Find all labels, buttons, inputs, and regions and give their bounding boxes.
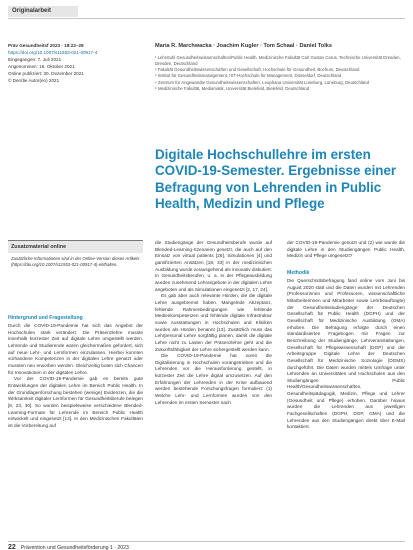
affiliation: ⁴ Zentrum für Angewandte Gesundheitswissenschaften, Leuphana Universität Lüneburg, Lüneburg, Deutschland [155,79,369,85]
online-date: Online publiziert: 30. Dezember 2021 [8,70,84,76]
paragraph: Durch die COVID-19-Pandemie hat sich das Angebot der Hochschulen stark verändert. Die Präsenzlehre musste innerhalb kürzester Zeit auf digitale Lehre umgestellt werden. Lehrende und Studierende waren gleichermaßen gefordert, sich auf neue Lehr- und Lernformen einzulassen. Hierbei konnten vorhandene Kompetenzen in der digitalen Lehre genutzt oder mussten neu erworben werden. Gleichzeitig boten sich Chancen für Innovationen in der digitalen Lehre. [8,323,143,375]
section-heading-background: Hintergrund und Fragestellung [8,315,83,321]
journal-issue: Prävention und Gesundheitsförderung 1 · 2023 [20,544,129,550]
affiliations [155,55,405,92]
paragraph: die Studiengänge der Gesundheitsberufe wurde auf Blended-Learning-Szenarien gesetzt, die auch auf den Einsatz von virtual patients [28], Simulationen [4] und gamifizierten Ansätzen [18, 33] in der medizinischen Ausbildung wurde vorausgehend als innovativ diskutiert. In Gesundheitsberufen, u. a. in der Pflegeausbildung wurden zunehmend Lehrangebote in der digitalen Lehre angeboten und als Simulationen eingesetzt [2, 17, 24]. [155,240,272,292]
affiliation: ² Fakultät Gesundheitswissenschaften und Gesellschaft, Hochschule für Gesundheit, Bochum, Deutschland [155,67,360,73]
column-3 [287,240,405,431]
article-metadata [8,43,133,84]
column-2 [155,240,272,406]
affiliation: ¹ Lehrstuhl Gesundheitswissenschaften/Public Health, Medizinische Fakultät Carl Gustav Carus, Technische Universität Dresden, Dresden, Deutschland [155,55,401,67]
article-type-tag: Originalarbeit [8,6,78,17]
journal-citation: Präv Gesundheitsf 2023 · 18:22–29 [8,43,84,48]
paragraph: Die COVID-19-Pandemie hat somit die Digitalisierung in Hochschulen vorangetrieben und die Lehrenden vor die Herausforderung gestellt, in kürzester Zeit die Lehre digital umzusetzen. Auf den Erfahrungen der Lehrenden in der Krise aufbauend werden bestehende Forschungsfragen formuliert: (1) Welche Lehr- und Lernformen wurden von den Lehrenden im ersten Semester nach [155,353,272,405]
copyright: © Der/die Autor(en) 2021 [8,77,60,83]
header-divider [8,18,405,19]
affiliation: ⁵ Medizinische Fakultät, Mediamatik, Universität Bielefeld, Bielefeld, Deutschland [155,85,310,91]
author-list: Maria R. Marchwacka · Joachim Kugler · Tom Schaal · Daniel Tolks [155,43,332,49]
supplementary-heading: Zusatzmaterial online [8,241,143,253]
doi-link[interactable]: https://doi.org/10.1007/s11553-021-00917-4 [8,49,98,55]
affiliation: ³ Institut für Gesundheitsmanagement, IST-Hochschule für Management, Düsseldorf, Deutschland [155,73,342,79]
page-footer [8,541,405,550]
section-heading-methods: Methodik [287,269,310,276]
column-1 [8,314,143,430]
page-number: 22 [8,544,16,550]
article-title: Digitale Hochschullehre im ersten COVID-19-Semester. Ergebnisse einer Befragung von Lehrenden in Public Health, Medizin und Pflege [155,147,397,212]
supplementary-box [8,240,143,268]
paragraph: Die Querschnittsbefragung fand online vom Juni bis August 2020 statt und die Daten wurden mit Lehrenden (Professorinnen und Professoren, wissenschaftliche Mitarbeiterinnen und Mitarbeiter sowie Lehrbeauftragte) der Gesundheitsstudiengänge der Deutschen Gesellschaft für Public Health (DGPH) und der Gesellschaft für Medizinische Ausbildung (GMA) erhoben. Die Befragung erfolgte durch einen standardisierten Fragebogen mit Fragen zur Beschreibung der Studiengänge, Lehrveranstaltungen, Gesellschaft für Pflegewissenschaft (DGP) und der Arbeitsgruppe Digitale Lehre der Deutschen Gesellschaft für Medizinische Soziologie (DGMS) durchgeführt. Die Daten wurden mittels Umfrage unter Lehrenden an Universitäten und Hochschulen aus den Studiengängen Public Health/Gesundheitswissenschaften, Gesundheitspädagogik, Medizin, Pflege und Lehrer (Gesundheit und Pflege) erhoben. Darüber hinaus wurden die Lehrenden aus jeweiligen Fachgesellschaften (DGPH, DGP, GMA) und die Lehrenden aus den Studiengängen direkt über E-Mail kontaktiert. [287,277,405,430]
accepted-date: Angenommen: 16. Oktober 2021 [8,63,75,69]
received-date: Eingegangen: 7. Juli 2021 [8,56,62,62]
paragraph: der COVID-19-Pandemie genutzt und (2) wie wurde die digitale Lehre in den Studiengängen Public Health, Medizin und Pflege umgesetzt? [287,240,405,259]
paragraph: Es gab aber auch relevante Hürden, die die digitale Lehre ausgebremst haben. Mangelnde Akzeptanz, fehlende Rahmenbedingungen wie fehlende Medienkompetenzen und fehlende digitale Infrastruktur sowie Ausstattungen in Hochschulen und Kliniken wurden als Hürden benannt [13]. Zusätzlich muss das Lehrpersonal Lehre sorgfältig planen, damit die digitale Lehre nicht zu Lasten der Präsenzlehre geht und die Zukunftsfähigkeit der Lehre sichergestellt werden kann. [155,293,272,352]
supplementary-text: Zusätzliche Informationen sind in der Online-Version dieses Artikels (https://doi.org/10.1007/s11553-021-00917-4) enthalten. [11,256,140,268]
paragraph: Vor der COVID-19-Pandemie gab es bereits gute Entwicklungen der digitalen Lehre im Bereich Public Health. In der Grundlagenforschung bestehen (wenige) Evidenzen, die die Wirksamkeit digitaler Lernformen für Gesundheitsberufe belegen [8, 23, 30]. So wurden beispielsweise verschiedene Blended-Learning-Formate für Lehrende im Bereich Public Health entwickelt und eingesetzt [13]. In den Medizinischen Fakultäten ist die Vorbereitung auf [8,376,143,428]
